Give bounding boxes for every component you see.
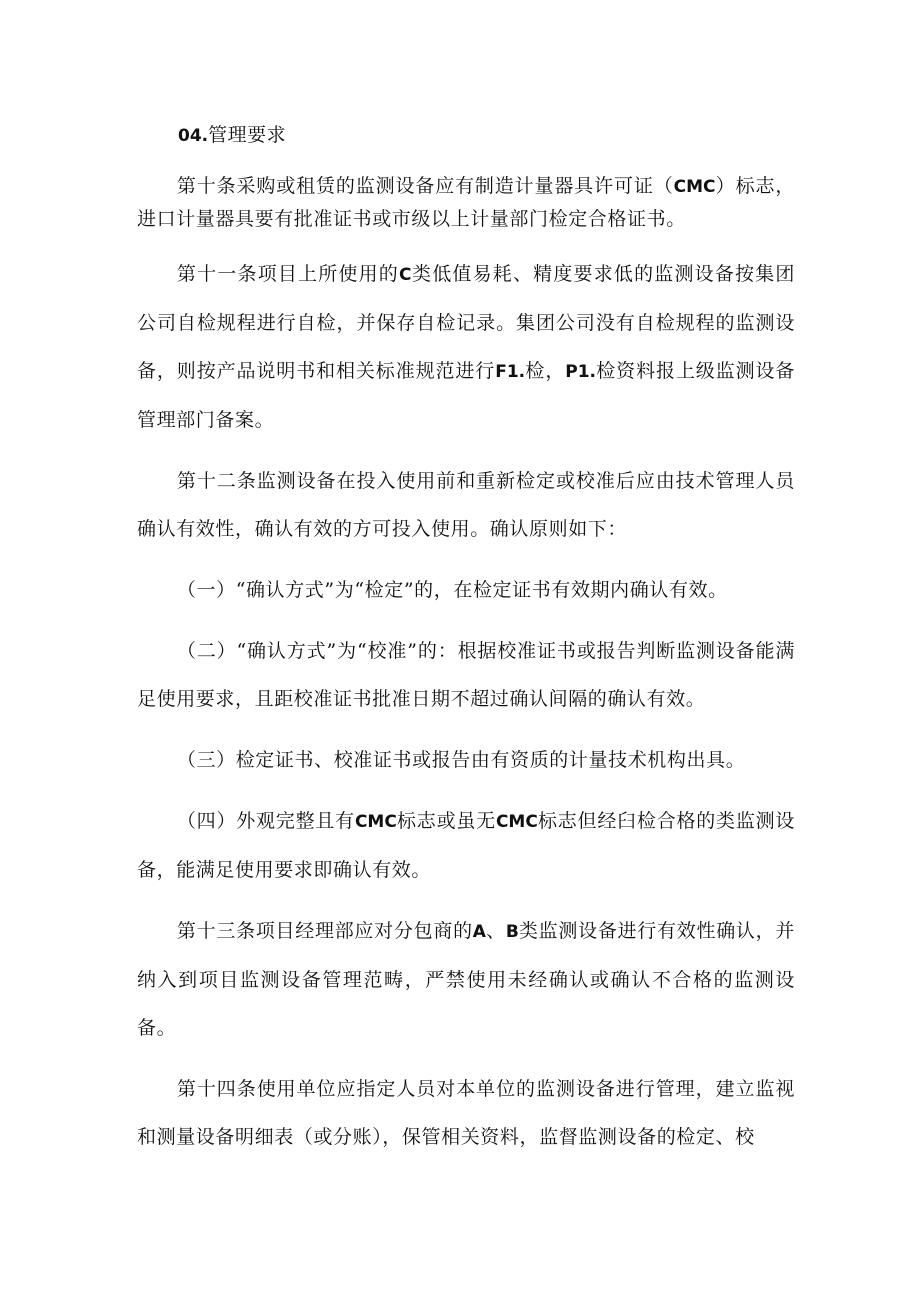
paragraph-item-4: [137, 797, 795, 894]
paragraph-text: （二）“确认方式”为“校准”的：根据校准证书或报告判断监测设备能满足使用要求，且距校准证书批准日期不超过确认间隔的确认有效。: [137, 640, 795, 710]
paragraph-item-2: [137, 627, 795, 723]
paragraph-text: 检资料报上级监测设备管理部门备案。: [137, 360, 795, 431]
paragraph-text: 类监测设备进行有效性确认，并纳入到项目监测设备管理范畴，严禁使用未经确认或确认不合格的监测设备。: [137, 920, 795, 1039]
paragraph-text: 类低值易耗、精度要求低的监测设备按集团公司自检规程进行自检，并保存自检记录。集团公司没有自检规程的监测设备，则按产品说明书和相关标准规范进行: [137, 263, 795, 382]
paragraph-text: （四）外观完整且有: [176, 810, 355, 832]
section-title: 管理要求: [208, 124, 287, 146]
document-body: [137, 118, 795, 1174]
paragraph-article-13: [137, 907, 795, 1052]
paragraph-text: 第十四条使用单位应指定人员对本单位的监测设备进行管理，建立监视和测量设备明细表（或分账），保管相关资料，监督监测设备的检定、校: [137, 1078, 795, 1148]
paragraph-item-3: [137, 736, 795, 784]
paragraph-text: 第十二条监测设备在投入使用前和重新检定或校准后应由技术管理人员确认有效性，确认有效的方可投入使用。确认原则如下：: [137, 470, 795, 540]
paragraph-text: （三）检定证书、校准证书或报告由有资质的计量技术机构出具。: [176, 749, 746, 771]
latin-code-text: CMC: [495, 812, 538, 832]
paragraph-text: 、: [485, 920, 506, 942]
latin-code-text: CMC: [354, 812, 397, 832]
latin-code-text: CMC: [673, 177, 716, 197]
paragraph-text: 第十三条项目经理部应对分包商的: [176, 920, 473, 942]
paragraph-text: 第十一条项目上所使用的: [176, 263, 399, 285]
latin-code-text: B: [505, 922, 519, 942]
paragraph-text: （一）“确认方式”为“检定”的，在检定证书有效期内确认有效。: [176, 579, 728, 601]
latin-code-text: P1.: [565, 362, 596, 382]
paragraph-text: 标志但经臼检合格的类监测设备，能满足使用要求即确认有效。: [137, 810, 795, 881]
paragraph-article-10: [137, 170, 795, 235]
paragraph-article-14: [137, 1065, 795, 1161]
section-heading: [137, 118, 795, 153]
paragraph-article-12: [137, 457, 795, 553]
paragraph-text: 标志或虽无: [396, 810, 496, 832]
paragraph-text: 第十条采购或租赁的监测设备应有制造计量器具许可证（: [176, 175, 674, 197]
latin-code-text: C: [398, 265, 412, 285]
paragraph-text: 检，: [525, 360, 566, 382]
paragraph-item-1: [137, 566, 795, 614]
paragraph-text: ）标志，进口计量器具要有批准证书或市级以上计量部门检定合格证书。: [137, 175, 795, 230]
paragraph-article-11: [137, 250, 795, 444]
latin-code-text: F1.: [495, 362, 526, 382]
section-number: 04.: [178, 126, 209, 146]
latin-code-text: A: [472, 922, 486, 942]
